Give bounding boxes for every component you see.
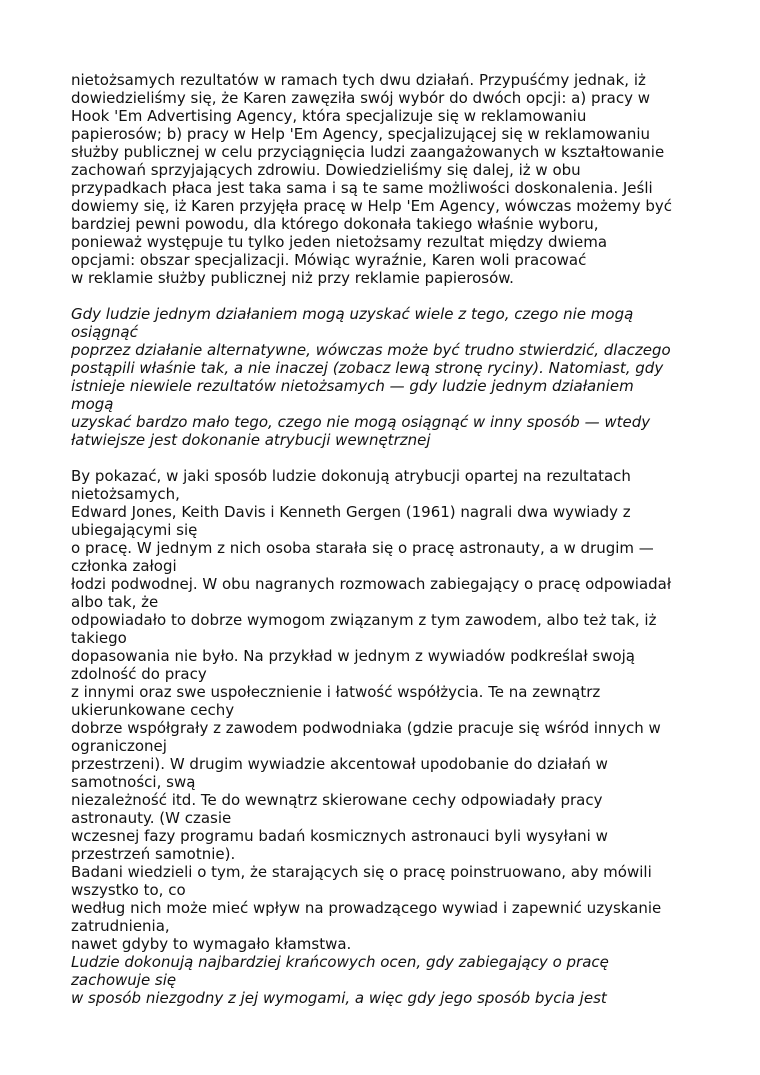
text-line: w sposób niezgodny z jej wymogami, a więc gdy jego sposób bycia jest bbox=[71, 989, 607, 1007]
text-line: zdolność do pracy bbox=[71, 665, 207, 683]
text-line: przypadkach płaca jest taka sama i są te same możliwości doskonalenia. Jeśli bbox=[71, 179, 653, 197]
text-line: z innymi oraz swe uspołecznienie i łatwość współżycia. Te na zewnątrz bbox=[71, 683, 601, 701]
text-line: osiągnąć bbox=[71, 323, 138, 341]
paragraph-spacer bbox=[71, 287, 701, 305]
text-line: nietożsamych, bbox=[71, 485, 180, 503]
text-line: mogą bbox=[71, 395, 114, 413]
text-line: samotności, swą bbox=[71, 773, 196, 791]
text-line: albo tak, że bbox=[71, 593, 159, 611]
text-line: papierosów; b) pracy w Help 'Em Agency, specjalizującej się w reklamowaniu bbox=[71, 125, 651, 143]
text-line: bardziej pewni powodu, dla którego dokonała takiego właśnie wyboru, bbox=[71, 215, 599, 233]
text-line: ubiegającymi się bbox=[71, 521, 198, 539]
text-line: uzyskać bardzo mało tego, czego nie mogą osiągnąć w inny sposób — wtedy bbox=[71, 413, 651, 431]
paragraph-karen-choice bbox=[71, 71, 701, 287]
text-line: zachowań sprzyjających zdrowiu. Dowiedzieliśmy się dalej, iż w obu bbox=[71, 161, 581, 179]
text-line: Badani wiedzieli o tym, że starających się o pracę poinstruowano, aby mówili bbox=[71, 863, 652, 881]
text-line: Edward Jones, Keith Davis i Kenneth Gergen (1961) nagrali dwa wywiady z bbox=[71, 503, 631, 521]
text-line: wczesnej fazy programu badań kosmicznych astronauci byli wysyłani w bbox=[71, 827, 608, 845]
text-line: według nich może mieć wpływ na prowadzącego wywiad i zapewnić uzyskanie bbox=[71, 899, 662, 917]
text-line: niezależność itd. Te do wewnątrz skierowane cechy odpowiadały pracy bbox=[71, 791, 603, 809]
text-line: przestrzeni). W drugim wywiadzie akcentował upodobanie do działań w bbox=[71, 755, 608, 773]
text-line: przestrzeń samotnie). bbox=[71, 845, 236, 863]
text-line: By pokazać, w jaki sposób ludzie dokonują atrybucji opartej na rezultatach bbox=[71, 467, 631, 485]
italic-tail-block bbox=[71, 953, 701, 1007]
text-line: członka załogi bbox=[71, 557, 177, 575]
text-line: o pracę. W jednym z nich osoba starała się o pracę astronauty, a w drugim — bbox=[71, 539, 654, 557]
text-line: dowiedzieliśmy się, że Karen zawęziła swój wybór do dwóch opcji: a) pracy w bbox=[71, 89, 650, 107]
text-line: dopasowania nie było. Na przykład w jednym z wywiadów podkreślał swoją bbox=[71, 647, 635, 665]
document-page bbox=[71, 71, 701, 1007]
text-line: Hook 'Em Advertising Agency, która specjalizuje się w reklamowaniu bbox=[71, 107, 587, 125]
text-line: ponieważ występuje tu tylko jeden nietożsamy rezultat między dwiema bbox=[71, 233, 608, 251]
text-line: ograniczonej bbox=[71, 737, 167, 755]
text-line: dowiemy się, iż Karen przyjęła pracę w Help 'Em Agency, wówczas możemy być bbox=[71, 197, 673, 215]
text-line: astronauty. (W czasie bbox=[71, 809, 232, 827]
text-line: łodzi podwodnej. W obu nagranych rozmowach zabiegający o pracę odpowiadał bbox=[71, 575, 672, 593]
text-line: Gdy ludzie jednym działaniem mogą uzyskać wiele z tego, czego nie mogą bbox=[71, 305, 634, 323]
text-line: służby publicznej w celu przyciągnięcia ludzi zaangażowanych w kształtowanie bbox=[71, 143, 665, 161]
text-line: dobrze współgrały z zawodem podwodniaka (gdzie pracuje się wśród innych w bbox=[71, 719, 661, 737]
text-line: ukierunkowane cechy bbox=[71, 701, 235, 719]
italic-summary-block bbox=[71, 305, 701, 449]
text-line: odpowiadało to dobrze wymogom związanym z tym zawodem, albo też tak, iż bbox=[71, 611, 657, 629]
text-line: łatwiejsze jest dokonanie atrybucji wewnętrznej bbox=[71, 431, 431, 449]
paragraph-spacer bbox=[71, 449, 701, 467]
paragraph-jones-davis-gergen bbox=[71, 467, 701, 953]
text-line: poprzez działanie alternatywne, wówczas może być trudno stwierdzić, dlaczego bbox=[71, 341, 671, 359]
text-line: nietożsamych rezultatów w ramach tych dwu działań. Przypuśćmy jednak, iż bbox=[71, 71, 646, 89]
text-line: wszystko to, co bbox=[71, 881, 186, 899]
text-line: zatrudnienia, bbox=[71, 917, 170, 935]
text-line: Ludzie dokonują najbardziej krańcowych ocen, gdy zabiegający o pracę bbox=[71, 953, 609, 971]
text-line: w reklamie służby publicznej niż przy reklamie papierosów. bbox=[71, 269, 514, 287]
text-line: nawet gdyby to wymagało kłamstwa. bbox=[71, 935, 352, 953]
text-line: postąpili właśnie tak, a nie inaczej (zobacz lewą stronę ryciny). Natomiast, gdy bbox=[71, 359, 664, 377]
text-line: zachowuje się bbox=[71, 971, 177, 989]
text-line: opcjami: obszar specjalizacji. Mówiąc wyraźnie, Karen woli pracować bbox=[71, 251, 587, 269]
text-line: takiego bbox=[71, 629, 127, 647]
text-line: istnieje niewiele rezultatów nietożsamych — gdy ludzie jednym działaniem bbox=[71, 377, 634, 395]
